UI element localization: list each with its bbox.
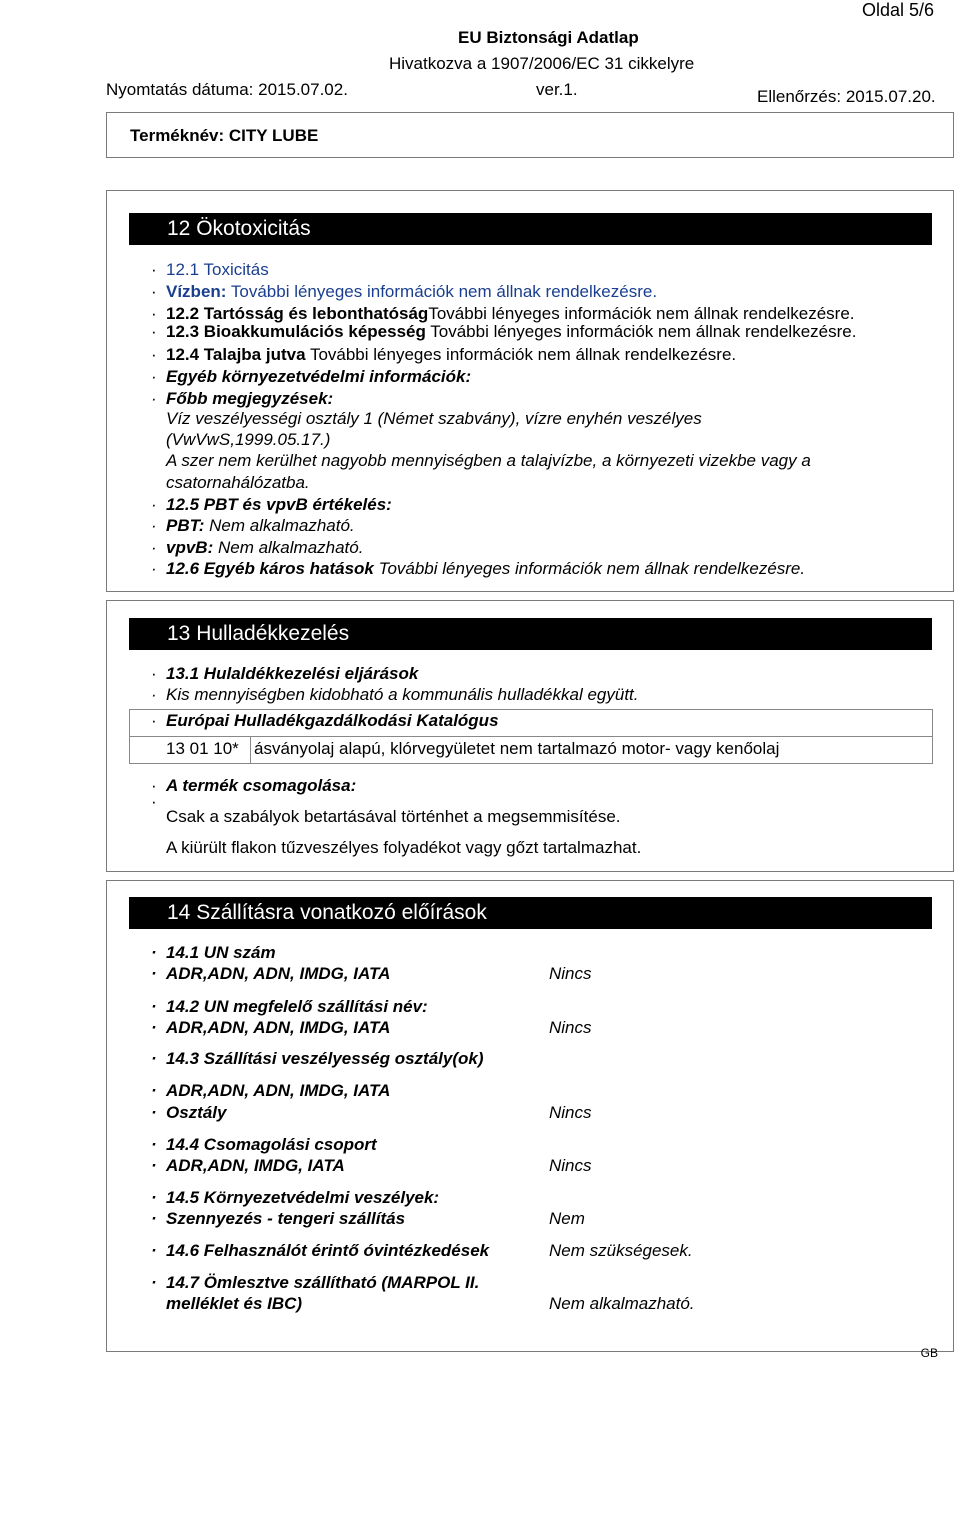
- check-date: Ellenőrzés: 2015.07.20.: [757, 87, 936, 106]
- language-code: GB: [920, 1346, 938, 1360]
- s14-line: · ADR,ADN, ADN, IMDG, IATA: [151, 1018, 391, 1037]
- s14-line: · Szennyezés - tengeri szállítás: [151, 1209, 406, 1228]
- s12-line: · 12.1 Toxicitás: [151, 260, 269, 279]
- s14-line: · ADR,ADN, ADN, IMDG, IATA: [151, 1081, 391, 1100]
- regulation-reference: Hivatkozva a 1907/2006/EC 31 cikkelyre: [389, 54, 695, 73]
- s14-line: · Osztály: [151, 1103, 227, 1122]
- s12-line: · 12.6 Egyéb káros hatások További lényeges információk nem állnak rendelkezésre.: [151, 559, 806, 578]
- s12-note: A szer nem kerülhet nagyobb mennyiségben a talajvízbe, a környezeti vizekbe vagy a: [166, 451, 811, 470]
- table-column-divider: [250, 736, 251, 764]
- s12-note: (VwVwS,1999.05.17.): [166, 430, 331, 449]
- s12-note: csatornahálózatba.: [166, 473, 310, 492]
- s14-value: Nem: [549, 1209, 585, 1228]
- s14-value: Nem szükségesek.: [549, 1241, 693, 1260]
- s12-line: · Főbb megjegyzések:: [151, 389, 334, 408]
- s14-line: · 14.1 UN szám: [151, 943, 276, 962]
- page-number: Oldal 5/6: [861, 0, 934, 20]
- s12-line: · 12.4 Talajba jutva További lényeges információk nem állnak rendelkezésre.: [151, 345, 737, 364]
- print-date: Nyomtatás dátuma: 2015.07.02.: [106, 80, 348, 99]
- s13-line: · Európai Hulladékgazdálkodási Katalógus: [151, 711, 499, 730]
- s14-line: · 14.3 Szállítási veszélyesség osztály(ok): [151, 1049, 484, 1068]
- s14-line-continued: melléklet és IBC): [166, 1294, 303, 1313]
- section-13-title: 13 Hulladékkezelés: [129, 618, 932, 650]
- s13-line: · A termék csomagolása:: [151, 776, 357, 795]
- s12-line: · 12.2 Tartósság és lebonthatóságTovábbi lényeges információk nem állnak rendelkezésre.: [151, 304, 855, 323]
- s14-line: · ADR,ADN, IMDG, IATA: [151, 1156, 345, 1175]
- s13-line: · Kis mennyiségben kidobható a kommunális hulladékkal együtt.: [151, 685, 639, 704]
- s14-line: · 14.7 Ömlesztve szállítható (MARPOL II.: [151, 1273, 480, 1292]
- s12-line: · vpvB: Nem alkalmazható.: [151, 538, 364, 557]
- s14-value: Nincs: [549, 1103, 592, 1122]
- s14-value: Nem alkalmazható.: [549, 1294, 695, 1313]
- s14-value: Nincs: [549, 964, 592, 983]
- s12-line: · Vízben: További lényeges információk nem állnak rendelkezésre.: [151, 282, 658, 301]
- s14-line: · 14.4 Csomagolási csoport: [151, 1135, 377, 1154]
- section-14-title: 14 Szállításra vonatkozó előírások: [129, 897, 932, 929]
- s14-line: · 14.5 Környezetvédelmi veszélyek:: [151, 1188, 440, 1207]
- s14-value: Nincs: [549, 1018, 592, 1037]
- document-title: EU Biztonsági Adatlap: [458, 28, 639, 47]
- s12-note: Víz veszélyességi osztály 1 (Német szabvány), vízre enyhén veszélyes: [166, 409, 702, 428]
- waste-code: 13 01 10*: [166, 739, 239, 758]
- s12-line: · Egyéb környezetvédelmi információk:: [151, 367, 472, 386]
- section-12-title: 12 Ökotoxicitás: [129, 213, 932, 245]
- s13-line: · 13.1 Hulaldékkezelési eljárások: [151, 664, 419, 683]
- s14-line: · 14.2 UN megfelelő szállítási név:: [151, 997, 428, 1016]
- s14-line: · 14.6 Felhasználót érintő óvintézkedések: [151, 1241, 490, 1260]
- s13-note: Csak a szabályok betartásával történhet a megsemmisítése.: [166, 807, 621, 826]
- s12-line: · PBT: Nem alkalmazható.: [151, 516, 355, 535]
- s14-line: · ADR,ADN, ADN, IMDG, IATA: [151, 964, 391, 983]
- product-name: Terméknév: CITY LUBE: [130, 126, 319, 145]
- version: ver.1.: [536, 80, 578, 99]
- s13-note: A kiürült flakon tűzveszélyes folyadékot vagy gőzt tartalmazhat.: [166, 838, 642, 857]
- s14-value: Nincs: [549, 1156, 592, 1175]
- bullet-dot: ·: [151, 792, 157, 811]
- s12-line: · 12.3 Bioakkumulációs képesség További lényeges információk nem állnak rendelkezésre.: [151, 322, 857, 341]
- waste-code-description: ásványolaj alapú, klórvegyületet nem tartalmazó motor- vagy kenőolaj: [254, 739, 780, 758]
- s12-line: · 12.5 PBT és vpvB értékelés:: [151, 495, 392, 514]
